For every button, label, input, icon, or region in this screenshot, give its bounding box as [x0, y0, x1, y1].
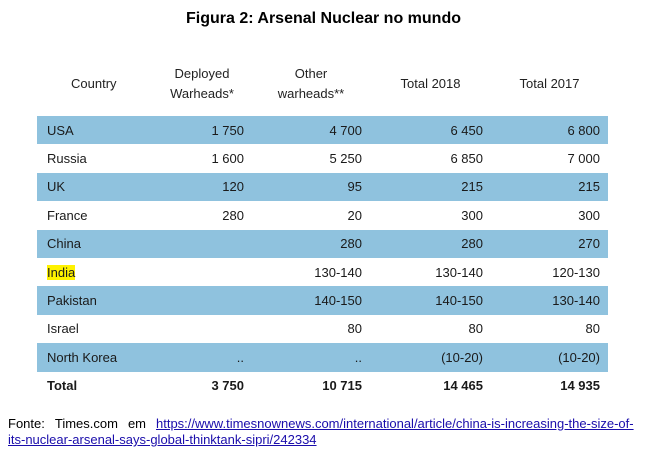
total-2017-cell: 6 800 [491, 116, 608, 144]
deployed-cell: .. [152, 343, 252, 371]
header-other-warheads: Other warheads** [277, 66, 345, 101]
total-2018-cell: 300 [461, 207, 483, 223]
total-2017-cell: 7 000 [567, 151, 600, 167]
total-2018-cell: 6 450 [370, 116, 491, 144]
other-cell: 280 [252, 230, 370, 258]
table-row [37, 201, 608, 229]
country-cell [37, 258, 152, 286]
country-cell: Pakistan [37, 286, 152, 314]
total-2017-cell: 215 [491, 173, 608, 201]
total-other-cell: 10 715 [322, 378, 362, 394]
table-row [37, 144, 608, 172]
total-2018-cell: (10-20) [370, 343, 491, 371]
total-2018-cell: 215 [370, 173, 491, 201]
country-cell: USA [37, 116, 152, 144]
country-cell: UK [37, 173, 152, 201]
other-cell: 80 [347, 321, 362, 337]
nuclear-arsenal-table [37, 52, 608, 400]
total-row [37, 372, 608, 400]
other-cell: 140-150 [252, 286, 370, 314]
deployed-cell: 120 [152, 173, 252, 201]
table-row [37, 286, 608, 314]
deployed-cell [152, 286, 252, 314]
header-total-2017: Total 2017 [519, 76, 580, 91]
other-cell: .. [252, 343, 370, 371]
source-note [8, 416, 638, 448]
country-cell: France [47, 207, 88, 223]
country-cell: Russia [47, 151, 87, 167]
total-2018-cell: 140-150 [370, 286, 491, 314]
header-total-2018: Total 2018 [400, 76, 461, 91]
total-country-cell: Total [47, 378, 78, 394]
source-site: Times.com [54, 416, 118, 431]
table-row [37, 315, 608, 343]
total-2017-cell: 270 [491, 230, 608, 258]
other-cell: 4 700 [252, 116, 370, 144]
total-2017-cell: 80 [585, 321, 600, 337]
total-2017-cell: (10-20) [491, 343, 608, 371]
total-total-2017-cell: 14 935 [560, 378, 600, 394]
country-cell: Israel [47, 321, 79, 337]
total-2018-cell: 6 850 [450, 151, 483, 167]
total-2018-cell: 280 [370, 230, 491, 258]
table-row [37, 173, 608, 201]
other-cell: 130-140 [314, 264, 362, 280]
total-deployed-cell: 3 750 [211, 378, 244, 394]
total-2017-cell: 120-130 [552, 264, 600, 280]
total-2017-cell: 300 [578, 207, 600, 223]
total-total-2018-cell: 14 465 [443, 378, 483, 394]
other-cell: 20 [347, 207, 362, 223]
deployed-cell [152, 315, 252, 343]
deployed-cell: 1 600 [211, 151, 244, 167]
total-2018-cell: 130-140 [435, 264, 483, 280]
highlighted-country-label: India [47, 264, 76, 280]
deployed-cell: 280 [222, 207, 244, 223]
source-connector: em [127, 416, 146, 431]
deployed-cell [152, 230, 252, 258]
figure-title: Figura 2: Arsenal Nuclear no mundo [185, 10, 461, 27]
source-prefix: Fonte: [8, 416, 45, 431]
table-row [37, 343, 608, 371]
header-deployed-warheads: Deployed Warheads* [170, 66, 234, 101]
table-row [37, 116, 608, 144]
table-row [37, 258, 608, 286]
table-row [37, 230, 608, 258]
deployed-cell [152, 258, 252, 286]
source-link[interactable]: https://www.timesnownews.com/international/article/china-is-increasing-the-size-of-its-nuclear-arsenal-says-global-thinktank-sipri/242334 [8, 416, 634, 447]
country-cell: North Korea [37, 343, 152, 371]
deployed-cell: 1 750 [152, 116, 252, 144]
other-cell: 5 250 [329, 151, 362, 167]
other-cell: 95 [252, 173, 370, 201]
total-2018-cell: 80 [468, 321, 483, 337]
total-2017-cell: 130-140 [491, 286, 608, 314]
country-cell: China [37, 230, 152, 258]
header-country: Country [71, 76, 117, 91]
header-row [37, 52, 608, 116]
